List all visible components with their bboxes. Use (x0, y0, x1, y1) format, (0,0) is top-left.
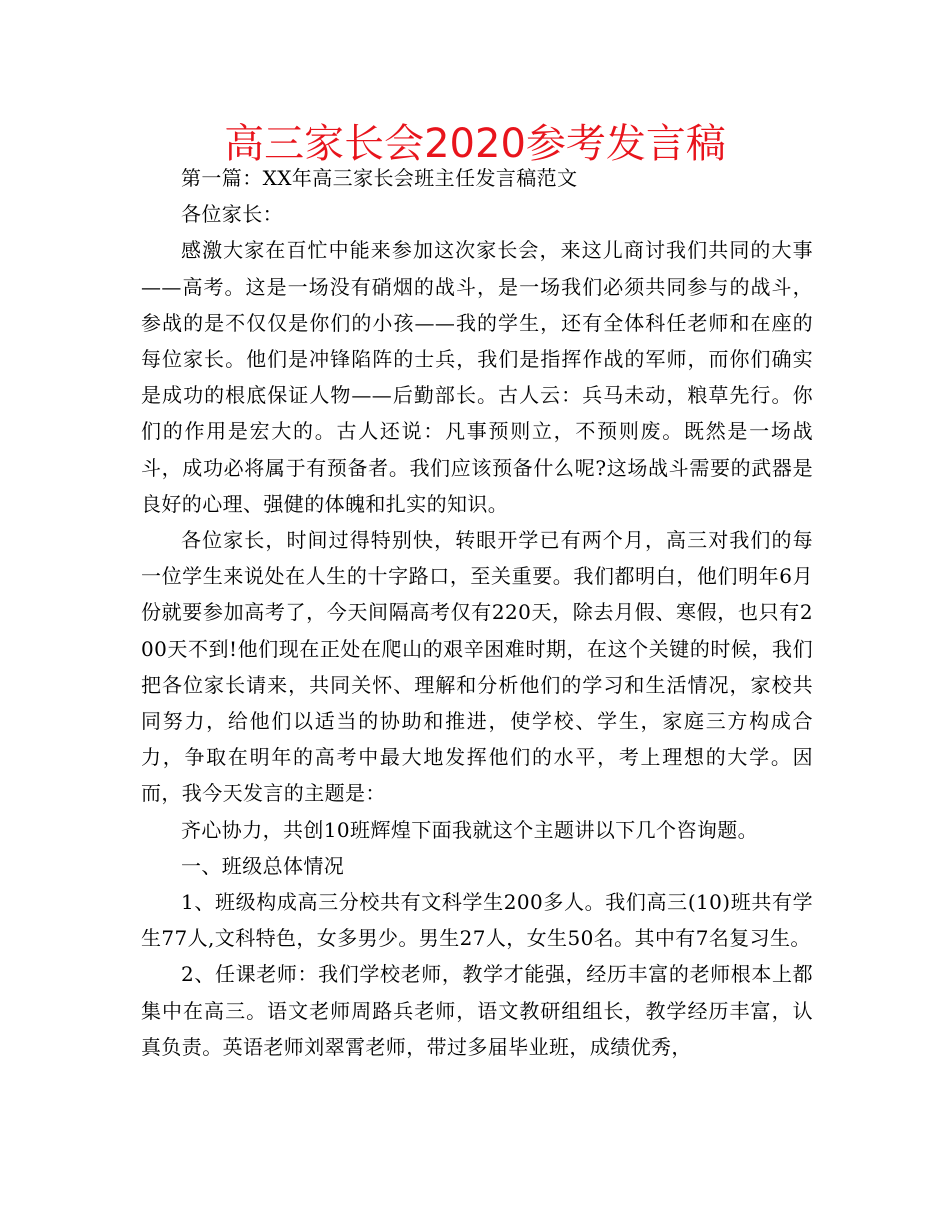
section-heading: 第一篇：XX年高三家长会班主任发言稿范文 (181, 166, 578, 190)
subsection-heading: 一、班级总体情况 (181, 853, 345, 878)
document-title: 高三家长会2020参考发言稿 (224, 121, 726, 167)
body-paragraph: 感激大家在百忙中能来参加这次家长会，来这儿商讨我们共同的大事——高考。这是一场没有硝烟的战斗，是一场我们必须共同参与的战斗，参战的是不仅仅是你们的小孩——我的学生，还有全体科任老师和在座的每位家长。他们是冲锋陷阵的士兵，我们是指挥作战的军师，而你们确实是成功的根底保证人物——后勤部长。古人云：兵马未动，粮草先行。你们的作用是宏大的。古人还说：凡事预则立，不预则废。既然是一场战斗，成功必将属于有预备者。我们应该预备什么呢?这场战斗需要的武器是良好的心理、强健的体魄和扎实的知识。 (141, 238, 813, 516)
body-paragraph: 1、班级构成高三分校共有文科学生200多人。我们高三(10)班共有学生77人,文科特色，女多男少。男生27人，女生50名。其中有7名复习生。 (141, 890, 813, 951)
body-paragraph: 各位家长，时间过得特别快，转眼开学已有两个月，高三对我们的每一位学生来说处在人生的十字路口，至关重要。我们都明白，他们明年6月份就要参加高考了，今天间隔高考仅有220天，除去月假、寒假，也只有200天不到!他们现在正处在爬山的艰辛困难时期，在这个关键的时候，我们把各位家长请来，共同关怀、理解和分析他们的学习和生活情况，家校共同努力，给他们以适当的协助和推进，使学校、学生，家庭三方构成合力，争取在明年的高考中最大地发挥他们的水平，考上理想的大学。因而，我今天发言的主题是： (141, 528, 813, 806)
body-paragraph: 齐心协力，共创10班辉煌下面我就这个主题讲以下几个咨询题。 (181, 817, 759, 842)
document-body (141, 160, 813, 1065)
salutation: 各位家长： (181, 202, 283, 227)
body-paragraph: 2、任课老师：我们学校老师，教学才能强，经历丰富的老师根本上都集中在高三。语文老师周路兵老师，语文教研组组长，教学经历丰富，认真负责。英语老师刘翠霄老师，带过多届毕业班，成绩优秀， (141, 962, 813, 1059)
